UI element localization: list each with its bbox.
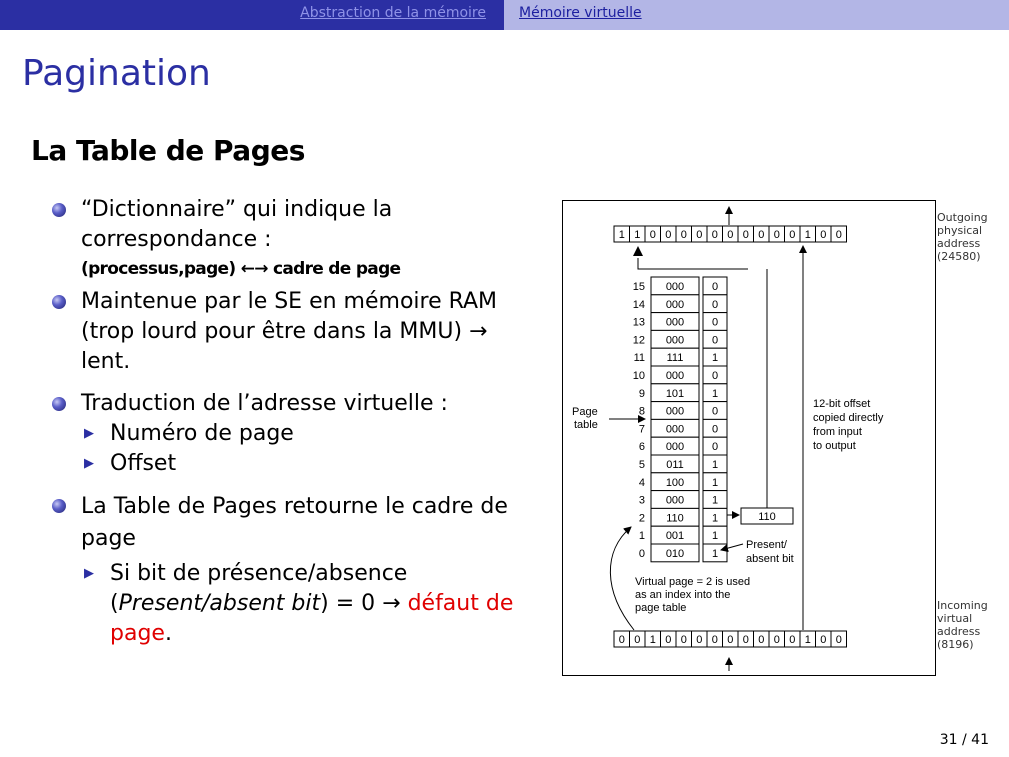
- present-bit-value: 0: [711, 334, 719, 347]
- block-title: La Table de Pages: [31, 134, 305, 167]
- present-bit-value: 0: [711, 405, 719, 418]
- outgoing-bit-value: 1: [634, 229, 641, 241]
- page-title: Pagination: [22, 53, 211, 94]
- frame-value: 110: [666, 512, 684, 525]
- bullet-ball-icon: [52, 499, 66, 513]
- frame-value: 111: [666, 352, 684, 365]
- incoming-bit-value: 0: [634, 634, 641, 646]
- page-index: 3: [638, 494, 645, 507]
- page-index: 0: [638, 548, 645, 560]
- page-index: 14: [632, 298, 645, 311]
- incoming-bit-value: 0: [742, 634, 749, 646]
- bullet-text: “Dictionnaire” qui indique la correspondance :: [81, 197, 393, 252]
- incoming-address-bits: [614, 631, 847, 647]
- present-bit-value: 1: [711, 548, 719, 560]
- page-index: 13: [632, 316, 645, 329]
- outgoing-bit-value: 0: [727, 229, 734, 241]
- incoming-bit-value: 1: [649, 634, 656, 646]
- outgoing-bit-value: 0: [665, 229, 672, 241]
- present-bit-value: 1: [711, 494, 719, 507]
- page-index: 7: [638, 423, 645, 436]
- frame-value: 101: [665, 387, 685, 400]
- page-index: 8: [638, 405, 645, 418]
- page-table-diagram: [562, 200, 936, 676]
- sub-bullet-presence: [52, 559, 527, 649]
- incoming-bit-value: 0: [680, 634, 687, 646]
- incoming-address-label: [937, 599, 997, 651]
- outgoing-bit-value: 1: [618, 229, 625, 241]
- present-bit-value: 1: [711, 512, 719, 525]
- triangle-bullet-icon: ▶: [84, 456, 94, 471]
- present-bit-value: 0: [711, 281, 719, 293]
- page-index: 15: [632, 281, 645, 293]
- page-index: 10: [632, 370, 645, 382]
- frame-to-output-line: [638, 258, 748, 269]
- outgoing-bit-value: 0: [696, 229, 703, 241]
- page-index: 5: [638, 459, 645, 471]
- frame-value: 000: [665, 281, 685, 293]
- page-index: 12: [632, 334, 645, 347]
- present-bit-value: 0: [711, 370, 719, 382]
- outgoing-bit-value: 0: [711, 229, 718, 241]
- bullet-maintained: [52, 287, 527, 377]
- nav-link-memoire-virtuelle[interactable]: Mémoire virtuelle: [519, 5, 642, 21]
- incoming-bit-value: 1: [804, 634, 811, 646]
- present-bit-value: 1: [711, 530, 719, 543]
- bullet-translation: [52, 389, 527, 419]
- outgoing-address-label: [937, 211, 997, 263]
- bullet-text: Traduction de l’adresse virtuelle :: [81, 391, 448, 416]
- page-index: 9: [638, 387, 645, 400]
- incoming-bit-value: 0: [618, 634, 625, 646]
- frame-value: 000: [665, 334, 685, 347]
- page-fault-highlight: défaut de page: [110, 591, 514, 646]
- sub-bullet-page-number: [52, 419, 527, 449]
- outgoing-bit-value: 0: [649, 229, 656, 241]
- present-bit-value: 1: [711, 459, 719, 471]
- frame-output-value: 110: [758, 511, 776, 523]
- page-table-svg: [563, 201, 935, 675]
- frame-value: 000: [665, 441, 685, 454]
- present-bit-value: 0: [711, 441, 719, 454]
- incoming-bit-value: 0: [758, 634, 765, 646]
- nav-section-left: [0, 0, 504, 30]
- sub-bullet-end: .: [164, 621, 172, 646]
- incoming-bit-value: 0: [789, 634, 796, 646]
- frame-value: 001: [665, 530, 685, 543]
- outgoing-bit-value: 1: [804, 229, 811, 241]
- outgoing-bit-value: 0: [680, 229, 687, 241]
- page-index: 11: [633, 352, 645, 365]
- frame-value: 000: [665, 423, 685, 436]
- page-index: 4: [638, 476, 645, 489]
- incoming-bit-value: 0: [711, 634, 718, 646]
- triangle-bullet-icon: ▶: [84, 566, 94, 581]
- index-arrow: [610, 527, 634, 630]
- bullet-mapping: (processus,page) ←→ cadre de page: [81, 259, 401, 279]
- bullet-list: [52, 195, 527, 649]
- bullet-ball-icon: [52, 295, 66, 309]
- nav-link-abstraction[interactable]: Abstraction de la mémoire: [300, 5, 486, 21]
- present-absent-italic: Present/absent bit: [118, 591, 321, 616]
- outgoing-bit-value: 0: [758, 229, 765, 241]
- bullet-text: La Table de Pages retourne le cadre de page: [81, 494, 508, 551]
- sub-bullet-text: Offset: [110, 451, 177, 476]
- triangle-bullet-icon: ▶: [84, 426, 94, 441]
- sub-bullet-text: Numéro de page: [110, 421, 294, 446]
- incoming-bit-value: 0: [773, 634, 780, 646]
- frame-value: 000: [665, 370, 685, 382]
- frame-value: 011: [666, 459, 684, 471]
- frame-value: 010: [665, 548, 685, 560]
- page-number: 31 / 41: [939, 732, 989, 748]
- navigation-bar: [0, 0, 1009, 30]
- page-index: 1: [638, 530, 645, 543]
- outgoing-address-text: Outgoing physical address (24580): [937, 211, 988, 263]
- outgoing-bit-value: 0: [789, 229, 796, 241]
- bullet-returns-frame: [52, 491, 527, 555]
- bullet-ball-icon: [52, 397, 66, 411]
- outgoing-bit-value: 0: [742, 229, 749, 241]
- page-index: 6: [638, 441, 645, 454]
- bullet-dictionary: [52, 195, 527, 283]
- sub-bullet-text: Si bit de présence/absence (: [110, 561, 408, 616]
- present-bit-value: 0: [711, 316, 719, 329]
- frame-value: 100: [665, 476, 685, 489]
- outgoing-bit-value: 0: [835, 229, 842, 241]
- bullet-text: Maintenue par le SE en mémoire RAM (trop lourd pour être dans la MMU) → lent.: [81, 289, 498, 374]
- incoming-bit-value: 0: [835, 634, 842, 646]
- present-bit-value: 1: [711, 387, 719, 400]
- present-bit-value: 1: [711, 476, 719, 489]
- page-table-label: Page table: [572, 406, 598, 431]
- incoming-bit-value: 0: [727, 634, 734, 646]
- incoming-address-text: Incoming virtual address (8196): [937, 599, 988, 651]
- offset-note: 12-bit offset copied directly from input to output: [813, 398, 884, 452]
- present-absent-label: Present/ absent bit: [746, 539, 794, 565]
- sub-bullet-offset: [52, 449, 527, 479]
- outgoing-address-bits: [614, 226, 847, 242]
- incoming-bit-value: 0: [665, 634, 672, 646]
- frame-value: 000: [665, 494, 685, 507]
- incoming-bit-value: 0: [696, 634, 703, 646]
- present-bit-value: 0: [711, 423, 719, 436]
- present-bit-value: 1: [711, 352, 719, 365]
- page-index: 2: [638, 512, 645, 525]
- virtual-page-note: Virtual page = 2 is used as an index into the page table: [635, 576, 751, 614]
- outgoing-bit-value: 0: [820, 229, 827, 241]
- frame-value: 000: [665, 316, 685, 329]
- outgoing-bit-value: 0: [773, 229, 780, 241]
- frame-value: 000: [665, 298, 685, 311]
- arrow-head-icon: [633, 246, 643, 256]
- present-bit-value: 0: [711, 298, 719, 311]
- page-table-rows: [633, 277, 727, 562]
- frame-value: 000: [665, 405, 685, 418]
- incoming-bit-value: 0: [820, 634, 827, 646]
- bullet-ball-icon: [52, 203, 66, 217]
- nav-section-right: [504, 0, 1009, 30]
- sub-bullet-text-mid: ) = 0 →: [320, 591, 408, 616]
